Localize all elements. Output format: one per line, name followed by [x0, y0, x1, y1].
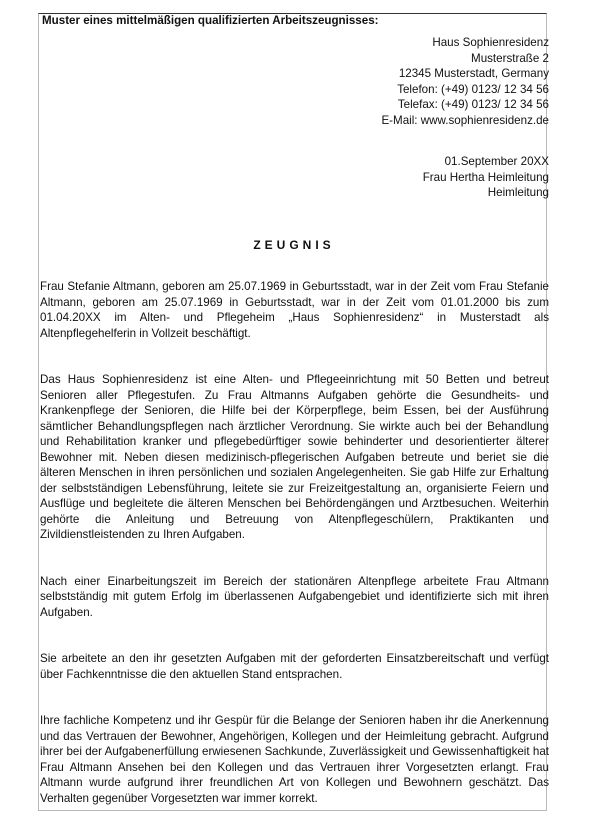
document-heading: Muster eines mittelmäßigen qualifizierten Arbeitszeugnisses: [42, 14, 379, 27]
signer-name: Frau Hertha Heimleitung [422, 170, 549, 184]
paragraph-employment: Frau Stefanie Altmann, geboren am 25.07.1969 in Geburtsstadt, war in der Zeit vom Frau Stefanie Altmann, geboren am 25.07.1969 in Geburtsstadt, war in der Zeit vom 01.01.2000 bis zum 01.04.20XX im Alten- und Pflegeheim „Haus Sophienresidenz“ in Musterstadt als Altenpflegehelferin in Vollzeit beschäftigt. [40, 280, 549, 340]
signer-role: Heimleitung [487, 186, 549, 199]
sender-address-block [381, 35, 549, 128]
reference-body [40, 279, 549, 837]
paragraph-duties: Das Haus Sophienresidenz ist eine Alten- und Pflegeeinrichtung mit 50 Betten und betreut Senioren aller Pflegestufen. Zu Frau Altmanns Aufgaben gehörte die Gesundheits- und Krankenpflege der Senioren, die Hilfe bei der Körperpflege, beim Essen, bei der Ausführung sämtlicher Behandlungspflegen nach ärztlicher Verordnung. Sie wirkte auch bei der Behandlung und Rehabilitation kranker und pflegebedürftiger sowie behinderter und desorientierter älterer Bewohner mit. Neben diesen medizinisch-pflegerischen Aufgaben betreute und beriet sie die älteren Menschen in ihren persönlichen und sozialen Angelegenheiten. Sie gab Hilfe zur Erhaltung der selbstständigen Lebensführung, leitete sie zur Freizeitgestaltung an, organisierte Feiern und Ausflüge und begleitete die älteren Menschen bei Behördengängen und Arztbesuchen. Weiterhin gehörte die Anleitung und Betreuung von Altenpflegeschülern, Praktikanten und Zivildienstleistenden zu Ihren Aufgaben. [40, 373, 549, 541]
sender-street: Musterstraße 2 [471, 51, 549, 65]
sender-city: 12345 Musterstadt, Germany [398, 67, 549, 80]
date-signer-block [423, 154, 549, 201]
paragraph-commitment: Sie arbeitete an den ihr gesetzten Aufgaben mit der geforderten Einsatzbereitschaft und verfügt über Fachkenntnisse die den aktuellen Stand entsprachen. [40, 652, 549, 681]
sender-email: E-Mail: www.sophienresidenz.de [381, 113, 549, 127]
sender-fax: Telefax: (+49) 0123/ 12 34 56 [397, 98, 549, 111]
paragraph-conduct: Ihre fachliche Kompetenz und ihr Gespür für die Belange der Senioren haben ihr die Anerkennung und das Vertrauen der Bewohner, Angehörigen, Kollegen und der Heimleitung gebracht. Aufgrund ihrer bei der Aufgabenerfüllung erwiesenen Sachkunde, Zuverlässigkeit und Gewissenhaftigkeit hat Frau Altmann Ansehen bei den Kollegen und das Vertrauen ihrer Vorgesetzten erlangt. Frau Altmann wurde aufgrund ihrer freundlichen Art von Kollegen und Bewohnern geschätzt. Das Verhalten gegenüber Vorgesetzten war immer korrekt. [40, 714, 549, 805]
paragraph-performance: Nach einer Einarbeitungszeit im Bereich der stationären Altenpflege arbeitete Frau Altmann selbstständig mit gutem Erfolg im überlassenen Aufgabengebiet und identifizierte sich mit ihren Aufgaben. [40, 574, 549, 619]
sender-phone: Telefon: (+49) 0123/ 12 34 56 [397, 82, 549, 96]
sender-name: Haus Sophienresidenz [432, 36, 549, 49]
document-date: 01.September 20XX [444, 155, 549, 168]
document-title: ZEUGNIS [253, 238, 335, 252]
